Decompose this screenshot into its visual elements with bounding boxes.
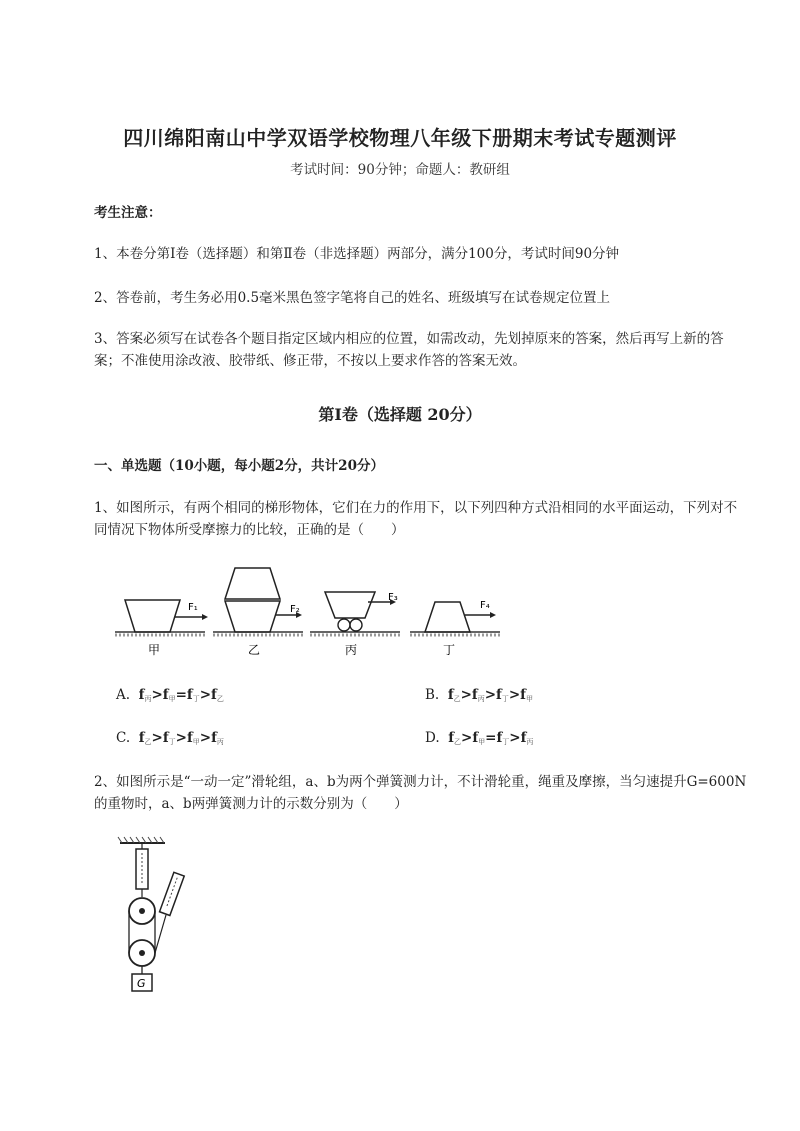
figure-label-ding: 丁 xyxy=(443,643,456,657)
force-label-3: F₃ xyxy=(388,592,398,603)
force-label-4: F₄ xyxy=(480,600,490,611)
figure-label-yi: 乙 xyxy=(248,643,261,657)
force-label-1: F₁ xyxy=(188,602,198,613)
figure-yi xyxy=(213,568,303,657)
section-title: 第I卷（选择题 20分） xyxy=(318,405,482,424)
notice-item-2: 2、答卷前，考生务必用0.5毫米黑色签字笔将自己的姓名、班级填写在试卷规定位置上 xyxy=(94,290,611,306)
figure-jia xyxy=(115,600,208,657)
question-1-text: 1、如图所示，有两个相同的梯形物体，它们在力的作用下，以下列四种方式沿相同的水平面运动，下列对不同情况下物体所受摩擦力的比较，正确的是（ ） xyxy=(94,500,738,538)
q2-pulley-figure xyxy=(110,835,195,995)
figure-bing xyxy=(310,592,400,657)
q1-figure xyxy=(110,560,505,665)
figure-ding xyxy=(410,600,500,657)
option-c[interactable]: C. $f_乙>f_丁>f_甲>f_丙$ xyxy=(116,730,224,746)
figure-label-bing: 丙 xyxy=(345,643,358,657)
page-title: 四川绵阳南山中学双语学校物理八年级下册期末考试专题测评 xyxy=(123,126,677,150)
exam-info: 考试时间：90分钟；命题人：教研组 xyxy=(290,162,510,178)
option-d[interactable]: D. $f_乙>f_甲=f_丁>f_丙$ xyxy=(425,730,534,746)
notice-item-3: 3、答案必须写在试卷各个题目指定区域内相应的位置，如需改动，先划掉原来的答案，然后再写上新的答案；不准使用涂改液、胶带纸、修正带，不按以上要求作答的答案无效。 xyxy=(94,331,724,369)
weight-label: G xyxy=(137,977,146,990)
option-a[interactable]: A. $f_丙>f_甲=f_丁>f_乙$ xyxy=(116,687,224,703)
question-2-text: 2、如图所示是“一动一定”滑轮组，a、b为两个弹簧测力计，不计滑轮重，绳重及摩擦，当匀速提升G=600N的重物时，a、b两弹簧测力计的示数分别为（ ） xyxy=(94,774,747,812)
notice-item-1: 1、本卷分第I卷（选择题）和第Ⅱ卷（非选择题）两部分，满分100分，考试时间90分钟 xyxy=(94,246,620,262)
force-label-2: F₂ xyxy=(290,604,300,615)
figure-label-jia: 甲 xyxy=(148,643,161,657)
option-b[interactable]: B. $f_乙>f_丙>f_丁>f_甲$ xyxy=(425,687,533,703)
part-heading: 一、单选题（10小题，每小题2分，共计20分） xyxy=(94,458,384,474)
notice-heading: 考生注意： xyxy=(94,205,162,221)
